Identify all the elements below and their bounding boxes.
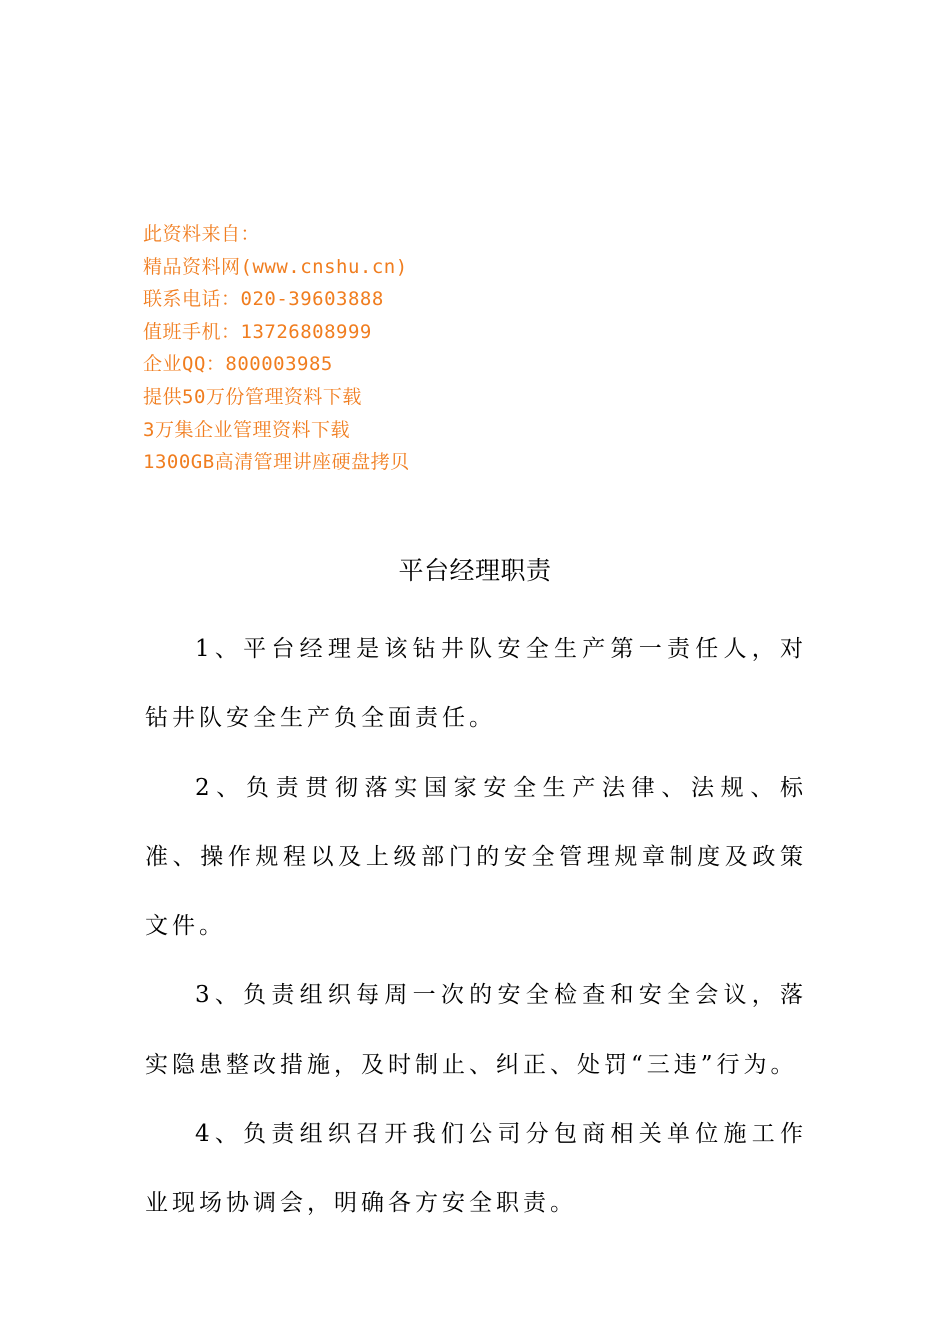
- paragraph-1: 1、平台经理是该钻井队安全生产第一责任人，对钻井队安全生产负全面责任。: [145, 636, 807, 732]
- paragraph-4: 4、负责组织召开我们公司分包商相关单位施工作业现场协调会，明确各方安全职责。: [145, 1121, 807, 1217]
- source-line-mobile: 值班手机：13726808999: [143, 320, 372, 343]
- document-body: [145, 615, 807, 1239]
- source-line-phone: 联系电话：020-39603888: [143, 288, 384, 311]
- source-line-header: 此资料来自：: [143, 223, 261, 245]
- source-info-block: [143, 218, 563, 479]
- document-title: 平台经理职责: [398, 556, 552, 585]
- source-line-offer-2: 3万集企业管理资料下载: [143, 418, 350, 441]
- source-line-qq: 企业QQ：800003985: [143, 353, 333, 376]
- source-line-offer-3: 1300GB高清管理讲座硬盘拷贝: [143, 451, 410, 474]
- paragraph-2: 2、负责贯彻落实国家安全生产法律、法规、标准、操作规程以及上级部门的安全管理规章制度及政策文件。: [145, 774, 807, 940]
- paragraph-3: 3、负责组织每周一次的安全检查和安全会议，落实隐患整改措施，及时制止、纠正、处罚“三违”行为。: [145, 982, 807, 1078]
- source-line-website: 精品资料网(www.cnshu.cn): [143, 255, 408, 278]
- source-line-offer-1: 提供50万份管理资料下载: [143, 385, 362, 408]
